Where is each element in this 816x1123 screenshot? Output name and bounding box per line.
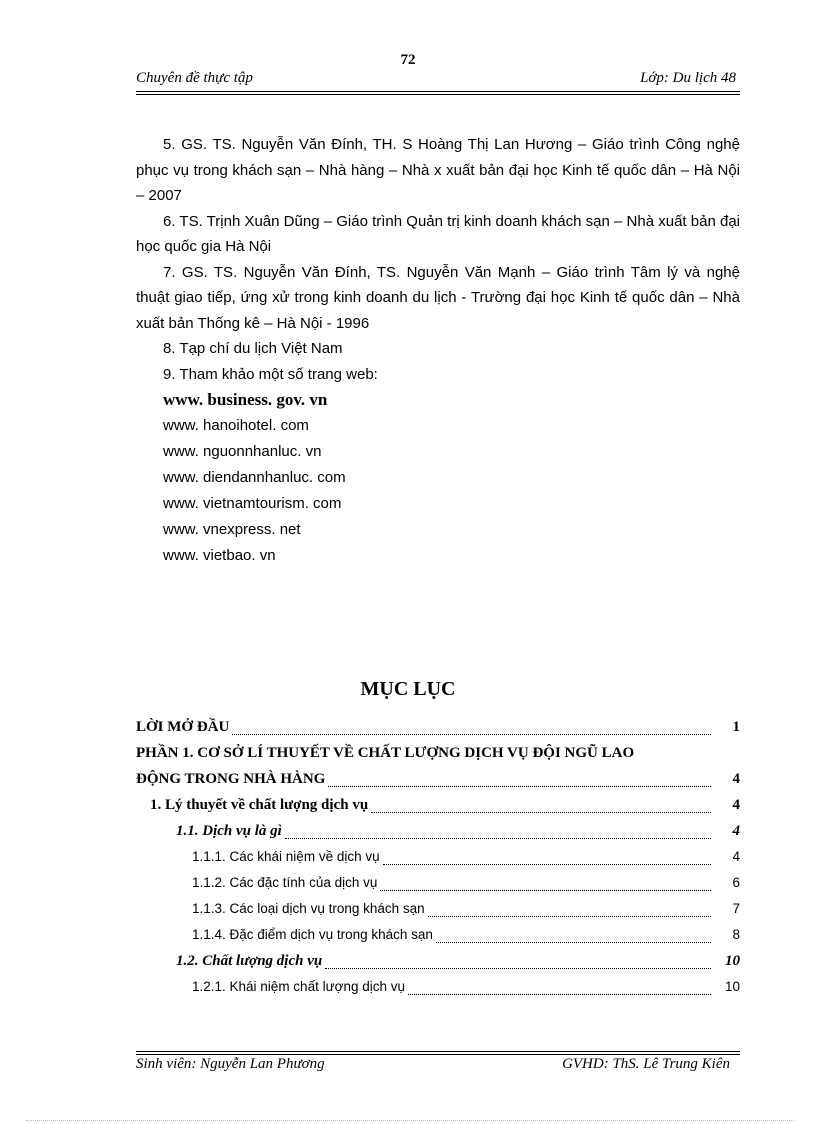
reference-item: 9. Tham khảo một số trang web: xyxy=(163,365,378,383)
footer-rule xyxy=(136,1051,740,1055)
website-item: www. diendannhanluc. com xyxy=(163,469,346,486)
toc-entry-page: 4 xyxy=(732,771,740,787)
reference-item: 5. GS. TS. Nguyễn Văn Đính, TH. S Hoàng Thị Lan Hương – Giáo trình Công nghệ phục vụ trong khách sạn – Nhà hàng – Nhà x xuất bản đại học Kinh tế quốc dân – Hà Nội – 2007 xyxy=(136,136,740,204)
header-left: Chuyên đề thực tập xyxy=(136,70,253,86)
toc-entry-text: 1. Lý thuyết về chất lượng dịch vụ xyxy=(150,797,369,813)
toc-leader xyxy=(232,733,711,735)
footer-left: Sinh viên: Nguyễn Lan Phương xyxy=(136,1056,325,1072)
website-item: www. nguonnhanluc. vn xyxy=(163,443,322,460)
toc-leader xyxy=(328,785,711,787)
toc-entry-text: 1.1.2. Các đặc tính của dịch vụ xyxy=(192,875,378,890)
toc-entry xyxy=(136,870,740,896)
footer-right: GVHD: ThS. Lê Trung Kiên xyxy=(562,1056,730,1072)
toc-entry xyxy=(136,896,740,922)
toc-entry xyxy=(136,844,740,870)
toc-entry-page: 1 xyxy=(732,719,740,735)
toc-entry xyxy=(136,818,740,844)
toc-entry-text: ĐỘNG TRONG NHÀ HÀNG xyxy=(136,771,326,787)
header-right: Lớp: Du lịch 48 xyxy=(640,70,736,86)
website-item: www. vietbao. vn xyxy=(163,547,276,564)
toc-entry-page: 8 xyxy=(732,927,740,942)
toc-entry-page: 4 xyxy=(732,823,740,839)
toc-entry xyxy=(136,948,740,974)
toc-entry xyxy=(136,714,740,740)
toc-entry-page: 6 xyxy=(732,875,740,890)
toc-entry-page: 10 xyxy=(724,979,740,994)
page-edge xyxy=(26,1120,794,1121)
toc-entry-page: 7 xyxy=(732,901,740,916)
toc-entry xyxy=(136,974,740,1000)
header-rule xyxy=(136,91,740,95)
reference-item: 7. GS. TS. Nguyễn Văn Đính, TS. Nguyễn Văn Mạnh – Giáo trình Tâm lý và nghệ thuật giao tiếp, ứng xử trong kinh doanh du lịch - Trường đại học Kinh tế quốc dân – Nhà xuất bản Thống kê – Hà Nội - 1996 xyxy=(136,263,740,332)
toc-entry-page: 10 xyxy=(725,953,740,969)
toc-leader xyxy=(371,811,711,813)
references xyxy=(136,132,740,569)
reference-item: 6. TS. Trịnh Xuân Dũng – Giáo trình Quản trị kinh doanh khách sạn – Nhà xuất bản đại học quốc gia Hà Nội xyxy=(136,212,740,255)
toc-entry-page: 4 xyxy=(732,849,740,864)
toc-leader xyxy=(436,941,711,943)
toc-leader xyxy=(383,863,711,865)
toc-entry xyxy=(136,792,740,818)
toc-leader xyxy=(380,889,711,891)
toc-entry xyxy=(136,922,740,948)
toc-leader xyxy=(325,967,711,969)
toc-entry-text: 1.1. Dịch vụ là gì xyxy=(176,823,282,839)
toc-entry-page: 4 xyxy=(732,797,740,813)
toc-leader xyxy=(285,837,711,839)
toc-entry-text: 1.2.1. Khái niệm chất lượng dịch vụ xyxy=(192,979,406,994)
toc-leader xyxy=(408,993,711,995)
website-item: www. vnexpress. net xyxy=(163,521,301,538)
toc-entry-text: LỜI MỞ ĐẦU xyxy=(136,719,230,735)
table-of-contents xyxy=(136,714,740,1000)
toc-leader xyxy=(428,915,711,917)
reference-item: 8. Tạp chí du lịch Việt Nam xyxy=(163,340,343,357)
website-item: www. business. gov. vn xyxy=(163,390,328,409)
page-number: 72 xyxy=(400,52,416,68)
toc-entry xyxy=(136,766,740,792)
toc-title: MỤC LỤC xyxy=(360,678,456,700)
toc-entry-text: 1.1.4. Đặc điểm dịch vụ trong khách sạn xyxy=(192,927,433,942)
toc-entry-text: 1.2. Chất lượng dịch vụ xyxy=(176,953,323,969)
website-item: www. hanoihotel. com xyxy=(163,417,309,434)
website-item: www. vietnamtourism. com xyxy=(163,495,342,512)
toc-part-heading: PHẦN 1. CƠ SỞ LÍ THUYẾT VỀ CHẤT LƯỢNG DỊCH VỤ ĐỘI NGŨ LAO xyxy=(136,745,635,761)
toc-entry-text: 1.1.3. Các loại dịch vụ trong khách sạn xyxy=(192,901,425,916)
toc-entry-text: 1.1.1. Các khái niệm về dịch vụ xyxy=(192,849,380,864)
